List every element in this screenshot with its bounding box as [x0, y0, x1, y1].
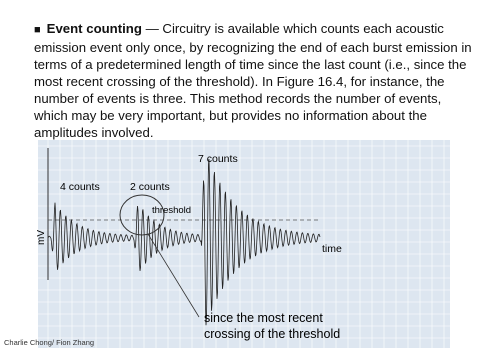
- bullet-square-icon: ■: [34, 24, 41, 36]
- paragraph-title: Event counting: [46, 21, 142, 36]
- label-threshold: threshold: [152, 205, 192, 216]
- label-4-counts: 4 counts: [60, 181, 100, 193]
- label-xlabel: time: [322, 243, 342, 255]
- callout-text-line1: since the most recent: [204, 311, 323, 325]
- paragraph-body: — Circuitry is available which counts each acoustic emission event only once, by recognizing the end of each burst emission in terms of a predetermined length of time since the last count (i.e., since the most recent crossing of the threshold). In Figure 16.4, for instance, the number of events is three. This method records the number of events, which may be very important, but provides no information about the amplitudes involved.: [34, 21, 472, 140]
- label-2-counts: 2 counts: [130, 181, 170, 193]
- callout-text-line2: crossing of the threshold: [204, 327, 341, 341]
- credit-text: Charlie Chong/ Fion Zhang: [4, 338, 95, 347]
- label-ylabel: mV: [36, 230, 47, 245]
- label-7-counts: 7 counts: [198, 153, 238, 165]
